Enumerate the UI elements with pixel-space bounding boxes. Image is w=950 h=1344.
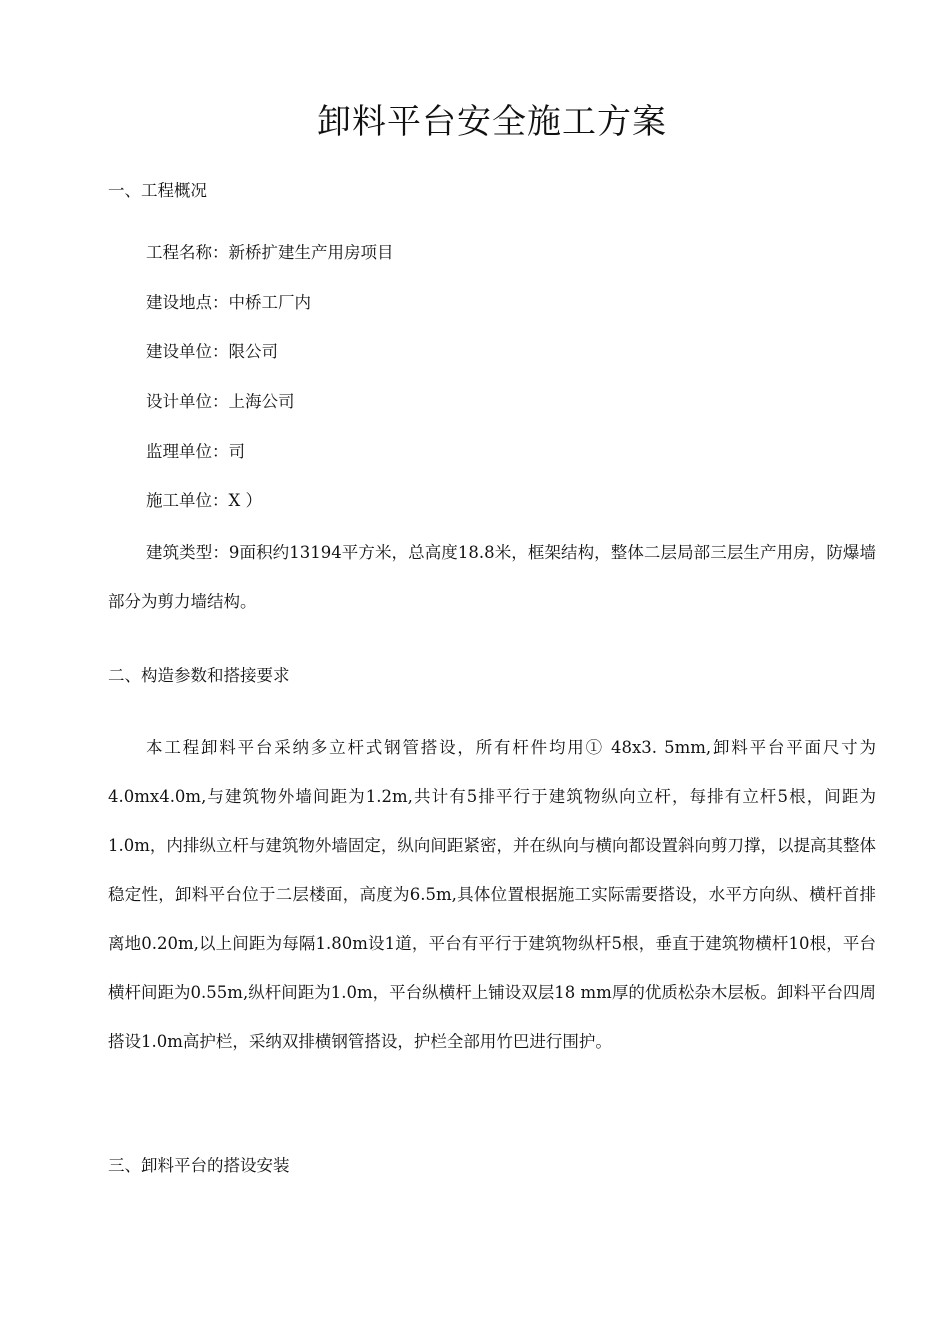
section-heading-installation: 三、卸料平台的搭设安装 bbox=[108, 1156, 290, 1175]
field-construction-site: 建设地点：中桥工厂内 bbox=[146, 293, 311, 312]
field-project-name: 工程名称：新桥扩建生产用房项目 bbox=[146, 243, 394, 262]
paragraph-building-type: 建筑类型：9面积约13194平方米，总高度18.8米，框架结构，整体二层局部三层生产用房，防爆墙部分为剪力墙结构。 bbox=[108, 543, 876, 611]
document-title: 卸料平台安全施工方案 bbox=[317, 102, 667, 142]
field-supervision-unit: 监理单位：司 bbox=[146, 442, 245, 461]
paragraph-parameters-body: 本工程卸料平台采纳多立杆式钢管搭设，所有杆件均用① 48x3. 5mm,卸料平台平面尺寸为4.0mx4.0m,与建筑物外墙间距为1.2m,共计有5排平行于建筑物纵向立杆，每排有立杆5根，间距为1.0m，内排纵立杆与建筑物外墙固定，纵向间距紧密，并在纵向与横向都设置斜向剪刀撑，以提高其整体稳定性，卸料平台位于二层楼面，高度为6.5m,具体位置根据施工实际需要搭设，水平方向纵、横杆首排离地0.20m,以上间距为每隔1.80m设1道，平台有平行于建筑物纵杆5根，垂直于建筑物横杆10根，平台横杆间距为0.55m,纵杆间距为1.0m，平台纵横杆上铺设双层18 mm厚的优质松杂木层板。卸料平台四周搭设1.0m高护栏，采纳双排横钢管搭设，护栏全部用竹巴进行围护。 bbox=[108, 738, 876, 1051]
field-owner-unit: 建设单位：限公司 bbox=[146, 342, 278, 361]
field-design-unit: 设计单位：上海公司 bbox=[146, 392, 295, 411]
section-heading-overview: 一、工程概况 bbox=[108, 181, 207, 200]
field-contractor-unit: 施工单位：X ） bbox=[146, 491, 262, 510]
section-heading-parameters: 二、构造参数和搭接要求 bbox=[108, 666, 290, 685]
